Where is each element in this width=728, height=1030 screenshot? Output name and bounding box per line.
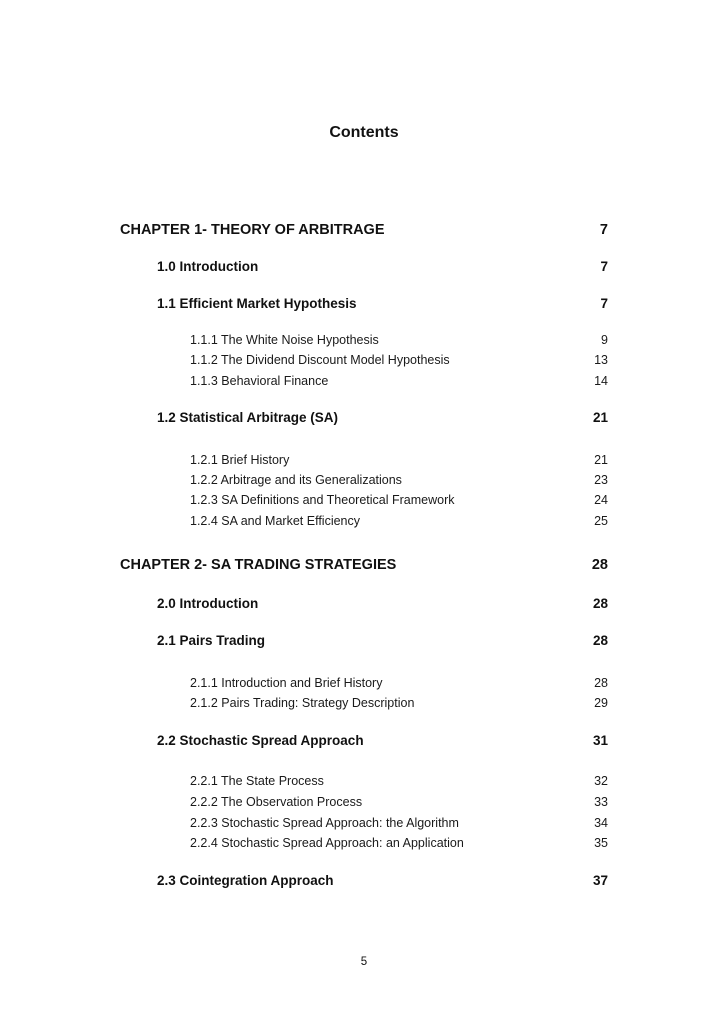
toc-section-2-3[interactable]: [157, 873, 608, 888]
toc-section-2-0[interactable]: [157, 596, 608, 611]
toc-entry-page: 31: [592, 733, 608, 748]
toc-entry-label: 1.1.3 Behavioral Finance: [190, 374, 329, 388]
toc-entry-label: 1.2.4 SA and Market Efficiency: [190, 514, 361, 528]
toc-subsection-2-1-1[interactable]: [190, 676, 608, 690]
toc-entry-label: 2.2.2 The Observation Process: [190, 795, 363, 809]
toc-entry-page: 21: [592, 410, 608, 425]
toc-entry-label: 1.1 Efficient Market Hypothesis: [157, 296, 357, 311]
toc-entry-label: 1.2.2 Arbitrage and its Generalizations: [190, 473, 402, 487]
toc-subsection-1-2-4[interactable]: [190, 514, 608, 528]
toc-entry-page: 7: [599, 222, 608, 238]
toc-subsection-2-1-2[interactable]: [190, 696, 608, 710]
toc-entry-page: 28: [592, 596, 608, 611]
toc-chapter-2[interactable]: [120, 557, 608, 573]
toc-section-2-2[interactable]: [157, 733, 608, 748]
toc-subsection-2-2-2[interactable]: [190, 795, 608, 809]
toc-entry-label: CHAPTER 2- SA TRADING STRATEGIES: [120, 557, 397, 573]
page-title: Contents: [329, 124, 399, 141]
toc-section-1-0[interactable]: [157, 259, 608, 274]
toc-entry-label: 2.2.1 The State Process: [190, 774, 324, 788]
toc-entry-page: 33: [594, 795, 608, 809]
toc-entry-page: 28: [594, 676, 608, 690]
toc-entry-label: 1.2 Statistical Arbitrage (SA): [157, 410, 339, 425]
toc-entry-label: 2.2 Stochastic Spread Approach: [157, 733, 364, 748]
toc-entry-page: 28: [592, 633, 608, 648]
toc-entry-label: 2.1 Pairs Trading: [157, 633, 266, 648]
toc-entry-page: 28: [591, 557, 608, 573]
toc-subsection-2-2-4[interactable]: [190, 836, 608, 850]
toc-subsection-1-1-2[interactable]: [190, 353, 608, 367]
toc-entry-page: 21: [594, 453, 608, 467]
toc-entry-page: 25: [594, 514, 608, 528]
toc-entry-page: 7: [600, 296, 608, 311]
toc-entry-label: 1.2.1 Brief History: [190, 453, 290, 467]
toc-entry-page: 14: [594, 374, 608, 388]
toc-entry-page: 7: [600, 259, 608, 274]
toc-entry-page: 29: [594, 696, 608, 710]
toc-subsection-2-2-3[interactable]: [190, 816, 608, 830]
toc-subsection-1-1-3[interactable]: [190, 374, 608, 388]
toc-subsection-2-2-1[interactable]: [190, 774, 608, 788]
toc-entry-page: 34: [594, 816, 608, 830]
toc-entry-label: 1.1.1 The White Noise Hypothesis: [190, 333, 379, 347]
toc-entry-label: 2.2.4 Stochastic Spread Approach: an Application: [190, 836, 464, 850]
toc-entry-label: 2.1.1 Introduction and Brief History: [190, 676, 383, 690]
toc-entry-label: 1.2.3 SA Definitions and Theoretical Framework: [190, 493, 455, 507]
page-number: 5: [360, 956, 368, 968]
toc-entry-label: CHAPTER 1- THEORY OF ARBITRAGE: [120, 222, 385, 238]
toc-chapter-1[interactable]: [120, 222, 608, 238]
toc-entry-page: 32: [594, 774, 608, 788]
toc-entry-page: 37: [592, 873, 608, 888]
toc-entry-label: 1.1.2 The Dividend Discount Model Hypothesis: [190, 353, 450, 367]
toc-section-1-1[interactable]: [157, 296, 608, 311]
toc-subsection-1-2-2[interactable]: [190, 473, 608, 487]
toc-subsection-1-1-1[interactable]: [190, 333, 608, 347]
toc-section-2-1[interactable]: [157, 633, 608, 648]
toc-entry-label: 2.2.3 Stochastic Spread Approach: the Algorithm: [190, 816, 459, 830]
toc-entry-label: 1.0 Introduction: [157, 259, 259, 274]
toc-subsection-1-2-3[interactable]: [190, 493, 608, 507]
toc-entry-page: 24: [594, 493, 608, 507]
toc-entry-label: 2.3 Cointegration Approach: [157, 873, 334, 888]
toc-entry-page: 23: [594, 473, 608, 487]
toc-entry-label: 2.0 Introduction: [157, 596, 259, 611]
toc-entry-page: 35: [594, 836, 608, 850]
toc-entry-page: 9: [601, 333, 608, 347]
toc-section-1-2[interactable]: [157, 410, 608, 425]
toc-entry-page: 13: [594, 353, 608, 367]
toc-subsection-1-2-1[interactable]: [190, 453, 608, 467]
toc-entry-label: 2.1.2 Pairs Trading: Strategy Description: [190, 696, 415, 710]
